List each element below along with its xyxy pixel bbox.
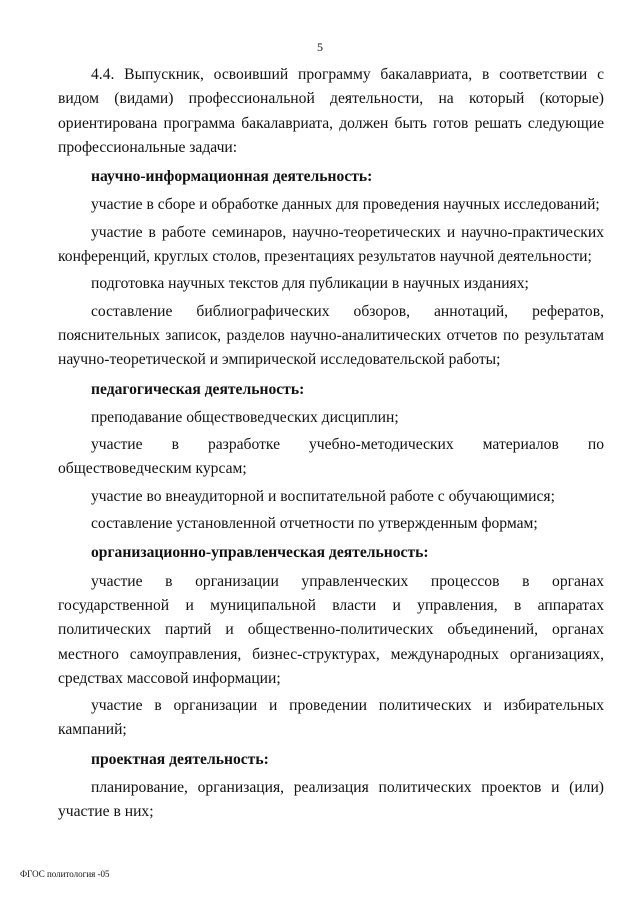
list-item: участие в работе семинаров, научно-теоретических и научно-практических конференций, круглых столов, презентациях результатов научной деятельности; (58, 223, 604, 266)
list-item: планирование, организация, реализация политических проектов и (или) участие в них; (58, 779, 604, 821)
list-item: составление установленной отчетности по утвержденным формам; (91, 515, 538, 533)
list-item: участие во внеаудиторной и воспитательной работе с обучающимися; (91, 487, 555, 505)
section-heading-pedagogical: педагогическая деятельность: (91, 380, 305, 398)
list-item: составление библиографических обзоров, аннотаций, рефератов, пояснительных записок, разделов научно-аналитических отчетов по результатам научно-теоретической и эмпирической исследовательской работы; (58, 302, 604, 369)
section-heading-management: организационно-управленческая деятельность: (91, 544, 429, 562)
document-body (58, 63, 604, 828)
list-item: участие в сборе и обработке данных для проведения научных исследований; (91, 196, 600, 214)
list-item: преподавание обществоведческих дисциплин; (91, 408, 399, 426)
intro-paragraph: 4.4. Выпускник, освоивший программу бакалавриата, в соответствии с видом (видами) профессиональной деятельности, на который (которые) ориентирована программа бакалавриата, должен быть готов решать следующие профессиональные задачи: (58, 66, 604, 156)
list-item: участие в организации и проведении политических и избирательных кампаний; (58, 697, 604, 739)
page-number: 5 (317, 40, 323, 54)
section-heading-project: проектная деятельность: (91, 750, 269, 768)
list-item: участие в разработке учебно-методических материалов по обществоведческим курсам; (58, 436, 604, 478)
list-item: подготовка научных текстов для публикации в научных изданиях; (91, 275, 529, 293)
section-heading-research: научно-информационная деятельность: (91, 168, 373, 186)
footer-label: ФГОС политология -05 (20, 869, 110, 879)
list-item: участие в организации управленческих процессов в органах государственной и муниципальной власти и управления, в аппаратах политических партий и общественно-политических объединений, органах местного самоуправления, бизнес-структурах, международных организациях, средствах массовой информации; (58, 572, 604, 687)
